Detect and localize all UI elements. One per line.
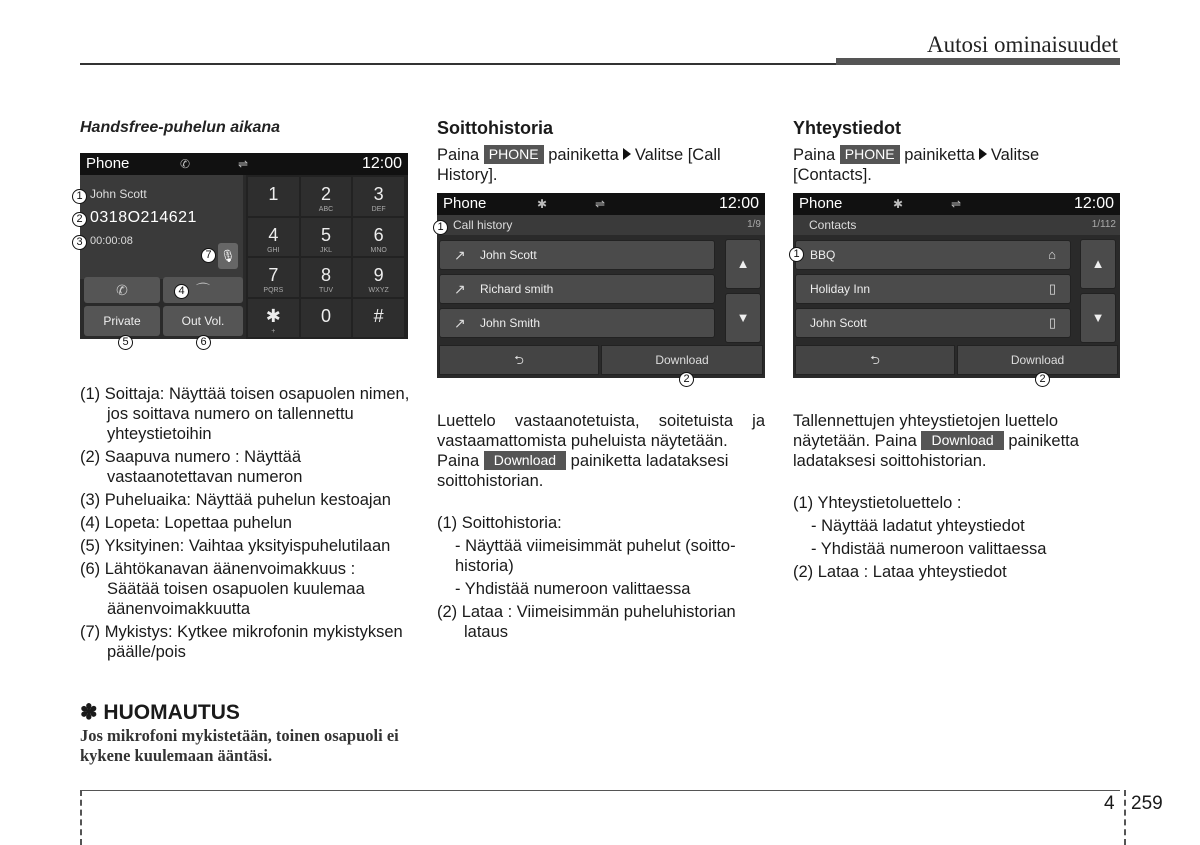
list-item-label: Holiday Inn — [810, 282, 871, 296]
keypad — [246, 175, 408, 339]
list-item: (4) Lopeta: Lopettaa puhelun — [80, 514, 292, 532]
callout-1: 1 — [789, 247, 804, 262]
scroll-down-button[interactable]: ▼ — [725, 293, 761, 343]
phone-key-tag: PHONE — [484, 145, 544, 164]
column-call-history — [437, 117, 765, 185]
contacts-label: Contacts — [809, 218, 857, 232]
end-call-button[interactable]: ⌒ — [163, 277, 243, 303]
column-handsfree — [80, 118, 410, 138]
screen-subbar — [793, 215, 1120, 235]
callout-1: 1 — [433, 220, 448, 235]
description-text: Luettelo vastaanotetuista, soitetuista ja vastaamattomista puheluista näytetään. — [437, 412, 765, 450]
screen-clock: 12:00 — [718, 195, 759, 212]
contacts-description — [793, 411, 1121, 585]
intro-text: Valitse [Contacts]. — [793, 146, 1040, 184]
usb-icon: ⇌ — [951, 197, 962, 211]
list-item[interactable] — [439, 240, 715, 270]
intro-text: painiketta — [548, 146, 619, 164]
caller-name: John Scott — [90, 187, 147, 201]
list-count: 1/112 — [1091, 219, 1116, 230]
keypad-key-number: 9 — [373, 265, 384, 285]
list-item[interactable] — [795, 240, 1071, 270]
intro-text: Paina — [793, 146, 836, 164]
list-item: - Yhdistää numeroon valittaessa — [811, 540, 1047, 558]
list-item-label: BBQ — [810, 248, 836, 262]
list-item: - Näyttää ladatut yhteystiedot — [811, 517, 1025, 535]
note-title: ✽ HUOMAUTUS — [80, 701, 240, 724]
screen-clock: 12:00 — [1073, 195, 1114, 212]
keypad-key-number: 8 — [320, 265, 331, 285]
callout-5: 5 — [118, 335, 133, 350]
download-button[interactable]: Download — [601, 345, 763, 375]
bluetooth-icon: ✱ — [893, 197, 904, 211]
list-item-label: Richard smith — [480, 282, 554, 296]
note-body: Jos mikrofoni mykistetään, toinen osapuoli ei kykene kuulemaan ääntäsi. — [80, 726, 399, 765]
running-header: Autosi ominaisuudet — [926, 32, 1118, 57]
contacts-screen — [793, 193, 1120, 378]
press-text: Paina — [437, 452, 480, 470]
list-item: (2) Lataa : Viimeisimmän puheluhistorian lataus — [437, 603, 736, 641]
screen-topbar — [793, 193, 1120, 215]
list-item-label: John Scott — [810, 316, 867, 330]
keypad-key-letters: DEF — [371, 206, 386, 213]
answer-button[interactable]: ✆ — [84, 277, 160, 303]
list-item-label: John Smith — [480, 316, 541, 330]
caller-number: 0318O214621 — [90, 209, 197, 226]
scroll-up-button[interactable]: ▲ — [725, 239, 761, 289]
callout-1: 1 — [72, 189, 87, 204]
download-instruction — [437, 451, 765, 491]
mobile-icon: ▯ — [1048, 281, 1056, 296]
mobile-icon: ▯ — [1048, 315, 1056, 330]
phone-screen-legend — [80, 384, 410, 665]
out-vol-button[interactable]: Out Vol. — [163, 306, 243, 336]
press-text: painiketta ladataksesi soittohistorian. — [437, 452, 729, 490]
list-item-label: John Scott — [480, 248, 537, 262]
callout-2: 2 — [679, 372, 694, 387]
keypad-key-number: ✱ — [265, 305, 281, 326]
keypad-key[interactable] — [353, 177, 404, 216]
back-button[interactable] — [795, 345, 955, 375]
screen-topbar — [437, 193, 765, 215]
call-icon: ↗ — [454, 247, 466, 263]
keypad-key-letters: TUV — [318, 287, 333, 294]
keypad-key[interactable] — [301, 218, 352, 257]
scroll-up-button[interactable]: ▲ — [1080, 239, 1116, 289]
list-item[interactable] — [795, 274, 1071, 304]
keypad-key-letters: ABC — [318, 206, 334, 213]
keypad-key[interactable] — [301, 258, 352, 297]
call-duration: 00:00:08 — [90, 235, 133, 247]
callout-4: 4 — [174, 284, 189, 299]
keypad-key-letters: JKL — [319, 246, 333, 254]
keypad-key-number: 3 — [373, 184, 384, 204]
caller-panel — [80, 175, 243, 279]
instruction-text — [793, 145, 1121, 185]
list-item[interactable] — [439, 274, 715, 304]
list-item: (1) Yhteystietoluettelo : — [793, 494, 962, 512]
list-item: - Yhdistää numeroon valittaessa — [455, 580, 691, 598]
keypad-key-letters: PQRS — [263, 287, 284, 294]
list-item: (6) Lähtökanavan äänenvoimakkuus : Säätää toisen osapuolen kuulemaa äänenvoimakkuutta — [80, 560, 365, 618]
keypad-key-letters: + — [271, 327, 276, 335]
phone-key-tag: PHONE — [840, 145, 900, 164]
keypad-key-number: 2 — [320, 184, 331, 204]
call-history-description — [437, 411, 765, 645]
screen-title: Phone — [86, 155, 130, 172]
list-item[interactable] — [439, 308, 715, 338]
keypad-key-number: 5 — [320, 224, 331, 245]
list-item: (2) Lataa : Lataa yhteystiedot — [793, 563, 1007, 581]
screen-subbar — [437, 215, 765, 235]
list-count: 1/9 — [747, 219, 761, 230]
arrow-right-icon — [623, 148, 631, 160]
call-icon: ↗ — [454, 315, 466, 331]
callout-6: 6 — [196, 335, 211, 350]
keypad-key-number: 1 — [268, 184, 279, 204]
keypad-key-number: 6 — [373, 224, 384, 245]
intro-text: Valitse [Call History]. — [437, 146, 721, 184]
keypad-key-letters: WXYZ — [368, 287, 389, 294]
screen-title: Phone — [443, 195, 487, 212]
page-number: 259 — [1131, 793, 1163, 814]
screen-clock: 12:00 — [361, 155, 402, 172]
list-item: - Näyttää viimeisimmät puhelut (soittohistoria) — [455, 537, 736, 575]
download-key-tag: Download — [921, 431, 1003, 450]
call-history-label: Call history — [453, 218, 513, 232]
list-item: (1) Soittohistoria: — [437, 514, 562, 532]
intro-text: painiketta — [904, 146, 975, 164]
keypad-key[interactable] — [248, 218, 299, 257]
back-button[interactable] — [439, 345, 599, 375]
list-item: (2) Saapuva numero : Näyttää vastaanotettavan numeron — [80, 448, 303, 486]
home-icon: ⌂ — [1048, 247, 1056, 262]
download-key-tag: Download — [484, 451, 566, 470]
callout-3: 3 — [72, 235, 87, 250]
list-item: (1) Soittaja: Näyttää toisen osapuolen nimen, jos soittava numero on tallennettu yhteystietoihin — [80, 385, 410, 443]
footer-dashes — [80, 790, 82, 845]
usb-icon: ⇌ — [238, 157, 249, 171]
section-title: Handsfree-puhelun aikana — [80, 119, 281, 136]
list-item: (5) Yksityinen: Vaihtaa yksityispuhelutilaan — [80, 537, 391, 555]
scroll-down-button[interactable]: ▼ — [1080, 293, 1116, 343]
arrow-right-icon — [979, 148, 987, 160]
footer-separator — [1124, 790, 1126, 845]
keypad-key[interactable] — [248, 177, 299, 216]
keypad-key-number: 0 — [320, 305, 331, 326]
keypad-key[interactable] — [301, 177, 352, 216]
note-box — [80, 700, 410, 766]
private-button[interactable]: Private — [84, 306, 160, 336]
phone-call-screen — [80, 153, 408, 339]
list-item: (7) Mykistys: Kytkee mikrofonin mykistyksen päälle/pois — [80, 623, 403, 661]
desc-text: painiketta ladataksesi soittohistorian. — [793, 432, 1079, 470]
call-icon: ↗ — [454, 281, 466, 297]
keypad-key-number: 7 — [268, 265, 279, 285]
header-bar — [836, 58, 1120, 65]
keypad-key-number: 4 — [268, 224, 279, 245]
download-button[interactable]: Download — [957, 345, 1118, 375]
mute-icon[interactable]: 🎙 — [218, 243, 238, 269]
section-title: Soittohistoria — [437, 118, 553, 138]
chapter-number: 4 — [1104, 793, 1115, 814]
keypad-key[interactable] — [353, 258, 404, 297]
handset-icon: ✆ — [180, 157, 191, 171]
screen-topbar — [80, 153, 408, 175]
keypad-key[interactable] — [248, 299, 299, 338]
keypad-key[interactable] — [353, 299, 404, 338]
footer-rule — [80, 790, 1120, 791]
list-item[interactable] — [795, 308, 1071, 338]
back-icon: ⮌ — [870, 353, 880, 367]
intro-text: Paina — [437, 146, 480, 164]
keypad-key[interactable] — [248, 258, 299, 297]
screen-title: Phone — [799, 195, 843, 212]
back-icon: ⮌ — [514, 353, 524, 367]
keypad-key-number: # — [373, 305, 384, 326]
bluetooth-icon: ✱ — [537, 197, 548, 211]
column-contacts — [793, 117, 1121, 185]
keypad-key[interactable] — [353, 218, 404, 257]
keypad-key[interactable] — [301, 299, 352, 338]
keypad-key-letters: GHI — [267, 246, 280, 254]
description-text — [793, 411, 1121, 471]
instruction-text — [437, 145, 765, 185]
callout-2: 2 — [72, 212, 87, 227]
list-item: (3) Puheluaika: Näyttää puhelun kestoajan — [80, 491, 391, 509]
call-history-screen — [437, 193, 765, 378]
keypad-key-letters: MNO — [370, 246, 387, 254]
desc-text: Tallennettujen yhteystietojen luettelo näytetään. Paina — [793, 412, 1059, 450]
callout-2: 2 — [1035, 372, 1050, 387]
section-title: Yhteystiedot — [793, 118, 902, 138]
callout-7: 7 — [201, 248, 216, 263]
usb-icon: ⇌ — [595, 197, 606, 211]
